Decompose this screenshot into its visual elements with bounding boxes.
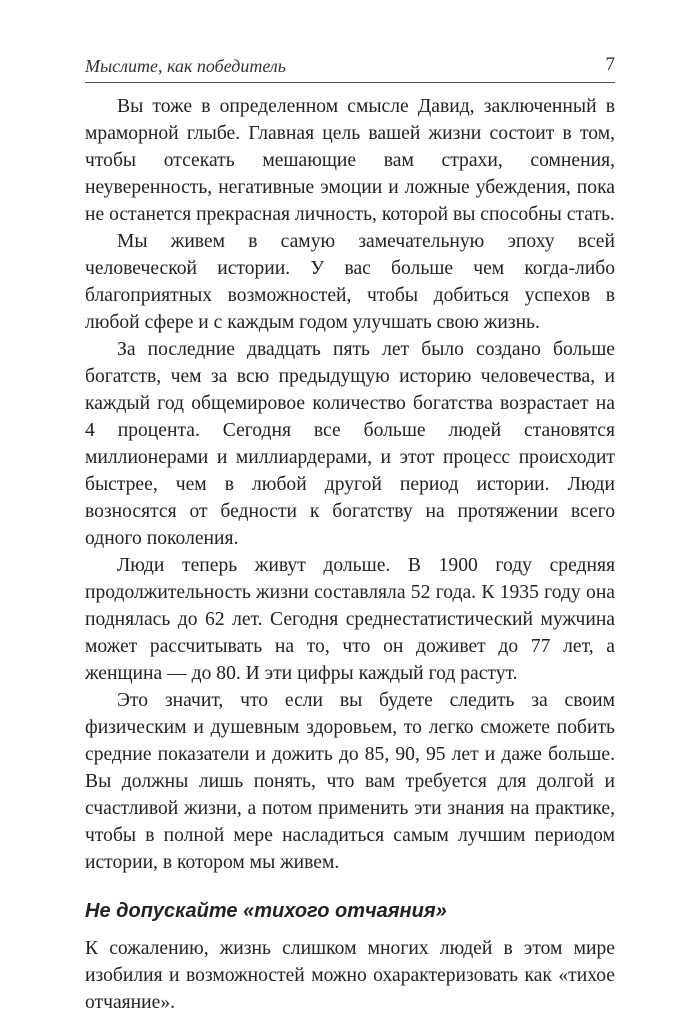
- paragraph: К сожалению, жизнь слишком многих людей в этом мире изобилия и возможностей можно охарактеризовать как «тихое отчаяние».: [85, 938, 615, 1013]
- page-number: 7: [605, 54, 615, 75]
- paragraph: Мы живем в самую замечательную эпоху всей человеческой истории. У вас больше чем когда-либо благоприятных возможностей, чтобы добиться успехов в любой сфере и с каждым годом улучшать свою жизнь.: [85, 231, 615, 333]
- paragraph: Вы тоже в определенном смысле Давид, заключенный в мраморной глыбе. Главная цель вашей жизни состоит в том, чтобы отсекать мешающие вам страхи, сомнения, неуверенность, негативные эмоции и ложные убеждения, пока не останется прекрасная личность, которой вы способны стать.: [85, 96, 615, 225]
- paragraph: Люди теперь живут дольше. В 1900 году средняя продолжительность жизни составляла 52 года. К 1935 году она поднялась до 62 лет. Сегодня среднестатистический мужчина может рассчитывать на то, что он доживет до 77 лет, а женщина — до 80. И эти цифры каждый год растут.: [85, 555, 615, 684]
- header-rule: [85, 82, 615, 83]
- running-header: [85, 54, 615, 78]
- section-heading: Не допускайте «тихого отчаяния»: [85, 900, 447, 922]
- paragraph: Это значит, что если вы будете следить за своим физическим и душевным здоровьем, то легко сможете побить средние показатели и дожить до 85, 90, 95 лет и даже больше. Вы должны лишь понять, что вам требуется для долгой и счастливой жизни, а потом применить эти знания на практике, чтобы в полной мере насладиться самым лучшим периодом истории, в котором мы живем.: [85, 690, 615, 873]
- body-text: [85, 93, 615, 1016]
- running-title: Мыслите, как победитель: [85, 56, 286, 76]
- paragraph: За последние двадцать пять лет было создано больше богатств, чем за всю предыдущую историю человечества, и каждый год общемировое количество богатства возрастает на 4 процента. Сегодня все больше людей становятся миллионерами и миллиардерами, и этот процесс происходит быстрее, чем в любой другой период истории. Люди возносятся от бедности к богатству на протяжении всего одного поколения.: [85, 339, 615, 549]
